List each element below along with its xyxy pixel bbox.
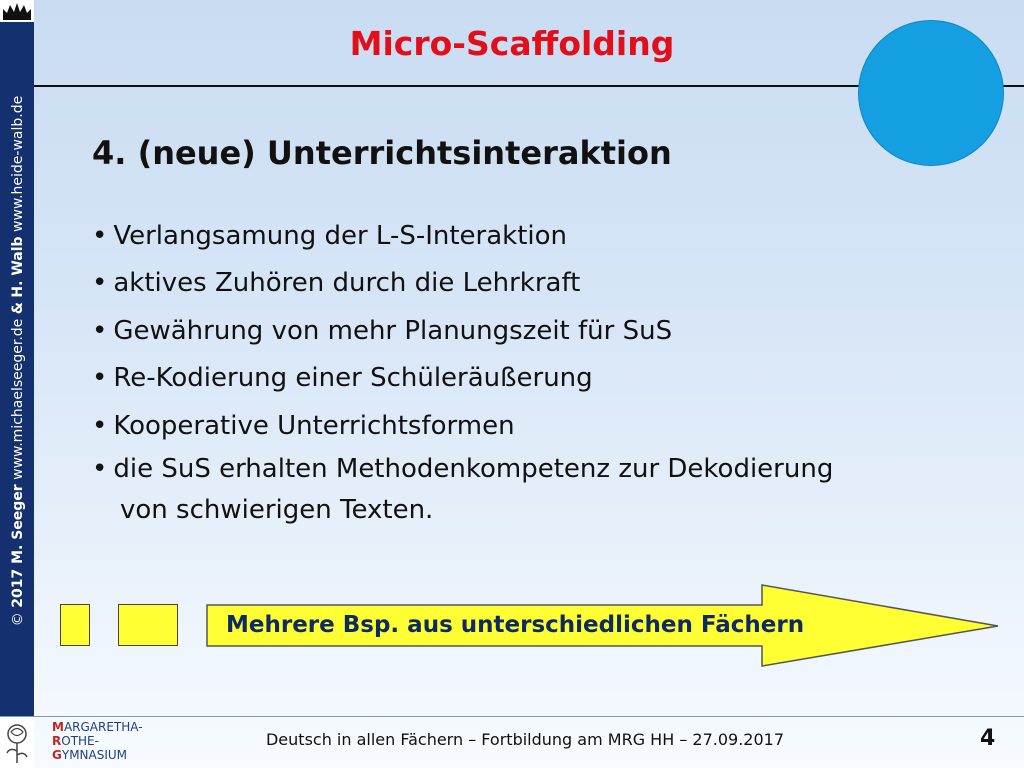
bullet-item <box>92 410 515 442</box>
site-link-walb[interactable]: www.heide-walb.de <box>10 95 26 232</box>
slide-title: Micro-Scaffolding <box>349 24 675 63</box>
yellow-block-large <box>118 604 178 646</box>
copyright-symbol: © <box>10 612 26 627</box>
site-link-seeger[interactable]: www.michaelseeger.de <box>10 318 26 480</box>
bullet-item <box>92 220 567 252</box>
ampersand: & <box>10 302 26 315</box>
bullet-text: aktives Zuhören durch die Lehrkraft <box>113 268 581 298</box>
bullet-text: Gewährung von mehr Planungszeit für SuS <box>113 316 673 346</box>
rose-logo-icon <box>0 717 34 768</box>
copyright-author: 2017 M. Seeger <box>10 484 26 608</box>
bullet-item <box>92 453 833 485</box>
bullet-text: Verlangsamung der L-S-Interaktion <box>113 221 568 251</box>
bullet-item <box>92 362 593 394</box>
bullet-text: Re-Kodierung einer Schüleräußerung <box>113 363 593 393</box>
footer-divider <box>0 716 1024 717</box>
school-logo-text: MARGARETHA- ROTHE- GYMNASIUM <box>52 720 143 762</box>
bullet-dot: • <box>92 411 108 441</box>
bullet-dot: • <box>92 316 108 346</box>
footer-text: Deutsch in allen Fächern – Fortbildung am MRG HH – 27.09.2017 <box>265 730 785 749</box>
bullet-dot: • <box>92 221 108 251</box>
bullet-text: Kooperative Unterrichtsformen <box>113 411 515 441</box>
bullet-dot: • <box>92 268 108 298</box>
bullet-dot: • <box>92 454 108 484</box>
page-number: 4 <box>980 726 996 751</box>
copyright-vertical-text <box>6 16 30 706</box>
blue-circle-decoration <box>858 20 1004 166</box>
yellow-block-small <box>60 604 90 646</box>
sidebar <box>0 0 34 716</box>
author-walb: H. Walb <box>10 236 26 298</box>
bullet-dot: • <box>92 363 108 393</box>
bullet-item <box>92 267 580 299</box>
bullet-continuation: von schwierigen Texten. <box>120 495 434 525</box>
section-heading: 4. (neue) Unterrichtsinteraktion <box>92 134 672 172</box>
bullet-item <box>92 315 672 347</box>
arrow-label: Mehrere Bsp. aus unterschiedlichen Fächern <box>226 612 805 638</box>
bullet-text: die SuS erhalten Methodenkompetenz zur Dekodierung <box>113 454 834 484</box>
